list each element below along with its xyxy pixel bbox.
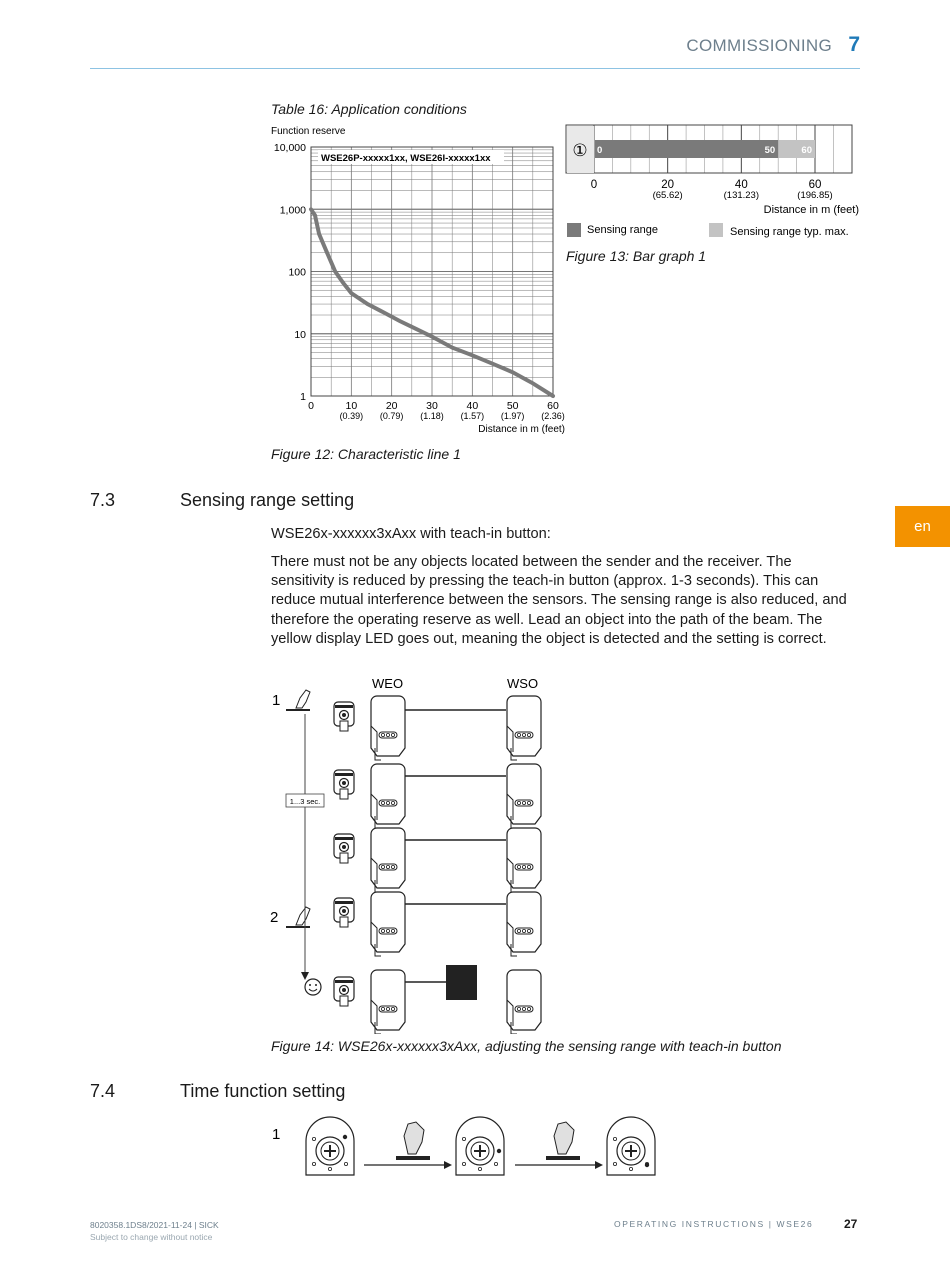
receiver-weo-icon	[371, 764, 405, 828]
x-tick-feet-label: (1.57)	[460, 411, 485, 421]
sensor-led-icon	[334, 898, 354, 927]
chapter-number: 7	[848, 33, 860, 56]
footer-doc-id: 8020358.1DS8/2021-11-24 | SICK	[90, 1220, 219, 1230]
footer-doc-info	[90, 1219, 219, 1243]
x-tick-feet-label: (2.36)	[541, 411, 565, 421]
y-tick-label: 1,000	[279, 204, 306, 217]
position-dot	[497, 1149, 501, 1153]
bar-x-tick-feet-label: (196.85)	[797, 190, 833, 201]
x-tick-label: 0	[308, 400, 314, 412]
page-number: 27	[844, 1217, 858, 1231]
step-2-label: 2	[270, 909, 279, 926]
position-dot	[343, 1135, 347, 1139]
bar-start-label: 0	[597, 145, 603, 156]
arrow-right-icon	[444, 1161, 452, 1169]
chart-grid	[311, 147, 553, 396]
pointing-hand-icon	[286, 690, 310, 710]
duration-label: 1...3 sec.	[289, 797, 321, 806]
smiley-icon	[305, 979, 321, 995]
x-tick-feet-label: (0.79)	[379, 411, 404, 421]
bar-x-tick-label: 20	[661, 179, 675, 191]
pressing-hand-icon	[404, 1122, 424, 1154]
step-1-label: 1	[272, 1126, 281, 1143]
figure13-caption: Figure 13: Bar graph 1	[566, 248, 707, 264]
figure14-caption: Figure 14: WSE26x-xxxxxx3xAxx, adjusting the sensing range with teach-in button	[271, 1038, 782, 1054]
bar-x-tick-feet-label: (65.62)	[652, 190, 683, 201]
language-tab[interactable]	[895, 506, 950, 547]
y-tick-label: 10	[294, 328, 306, 341]
y-tick-label: 10,000	[273, 142, 306, 154]
section-title: Time function setting	[180, 1081, 346, 1101]
sensor-led-icon	[334, 770, 354, 799]
legend-label-max: Sensing range typ. max.	[730, 226, 849, 238]
pointing-hand-icon	[286, 907, 310, 927]
receiver-weo-icon	[371, 970, 405, 1034]
section-number: 7.4	[90, 1081, 116, 1101]
footer-notice: Subject to change without notice	[90, 1232, 213, 1242]
bar-graph	[562, 120, 862, 242]
bar-x-tick-feet-label: (131.23)	[723, 190, 760, 201]
time-dial-icon	[306, 1117, 354, 1175]
x-tick-label: 30	[426, 400, 438, 412]
x-tick-feet-label: (1.97)	[500, 411, 525, 421]
sender-wso-icon	[507, 828, 541, 892]
table-caption: Table 16: Application conditions	[271, 101, 467, 117]
section-title: Sensing range setting	[180, 490, 355, 510]
x-tick-label: 20	[385, 400, 398, 412]
sender-wso-icon	[507, 892, 541, 956]
legend-swatch-max	[709, 223, 723, 237]
bar-x-tick-label: 0	[590, 179, 598, 191]
wso-label: WSO	[507, 676, 539, 691]
x-tick-feet-label: (0.39)	[339, 411, 364, 421]
header-divider	[90, 68, 860, 69]
sender-wso-icon	[507, 970, 541, 1034]
sensor-led-icon	[334, 702, 354, 731]
y-axis-label: Function reserve	[271, 126, 346, 137]
position-dot	[645, 1163, 649, 1167]
bar-sensing-range	[595, 140, 778, 158]
chapter-title: COMMISSIONING	[686, 36, 832, 55]
y-tick-label: 1	[300, 391, 306, 403]
arrow-right-icon	[595, 1161, 603, 1169]
language-label: en	[914, 518, 931, 535]
bar-x-axis-label: Distance in m (feet)	[763, 204, 859, 216]
bar-range-end-label: 50	[764, 145, 776, 156]
figure12-caption: Figure 12: Characteristic line 1	[271, 446, 461, 462]
receiver-weo-icon	[371, 892, 405, 956]
sensor-led-icon	[334, 977, 354, 1006]
x-axis-label: Distance in m (feet)	[478, 424, 565, 435]
teach-in-illustration	[266, 672, 556, 1034]
weo-label: WEO	[372, 676, 404, 691]
x-tick-label: 60	[547, 400, 559, 412]
bar-x-tick-label: 60	[808, 179, 822, 191]
chart-title: WSE26P-xxxxx1xx, WSE26I-xxxxx1xx	[321, 153, 491, 164]
bar-x-tick-label: 40	[734, 179, 748, 191]
bar-label-marker: ①	[572, 141, 588, 160]
receiver-weo-icon	[371, 696, 405, 760]
sensor-led-icon	[334, 834, 354, 863]
subheading: WSE26x-xxxxxx3xAxx with teach-in button:	[271, 526, 551, 542]
timeline-arrow-icon	[301, 972, 309, 980]
section-number: 7.3	[90, 490, 116, 510]
bar-max-end-label: 60	[801, 145, 812, 156]
body-paragraph: There must not be any objects located between the sender and the receiver. The sensitivity is reduced by pressing the teach-in button (approx. 1-3 seconds). This can reduce mutual interference between the sensors. The sensing range is also reduced, and therefore the operating reserve as well. Lead an object into the path of the beam. The yellow display LED goes out, meaning the object is detected and the setting is correct.	[271, 554, 847, 647]
x-tick-feet-label: (1.18)	[420, 411, 444, 421]
x-tick-label: 40	[466, 400, 479, 412]
sender-wso-icon	[507, 764, 541, 828]
teach-button-shape	[546, 1156, 580, 1160]
legend-label-range: Sensing range	[587, 224, 658, 236]
step-1-label: 1	[272, 692, 281, 709]
teach-button-shape	[396, 1156, 430, 1160]
object-block	[446, 965, 477, 1000]
time-dial-icon	[456, 1117, 504, 1175]
sender-wso-icon	[507, 696, 541, 760]
x-tick-label: 10	[345, 400, 358, 412]
receiver-weo-icon	[371, 828, 405, 892]
characteristic-line-chart	[268, 120, 570, 438]
y-tick-label: 100	[288, 266, 306, 279]
pressing-hand-icon	[554, 1122, 574, 1154]
x-tick-label: 50	[506, 400, 519, 412]
time-function-illustration	[266, 1115, 666, 1177]
footer-doc-type: OPERATING INSTRUCTIONS | WSE26	[614, 1219, 814, 1229]
legend-swatch-range	[567, 223, 581, 237]
